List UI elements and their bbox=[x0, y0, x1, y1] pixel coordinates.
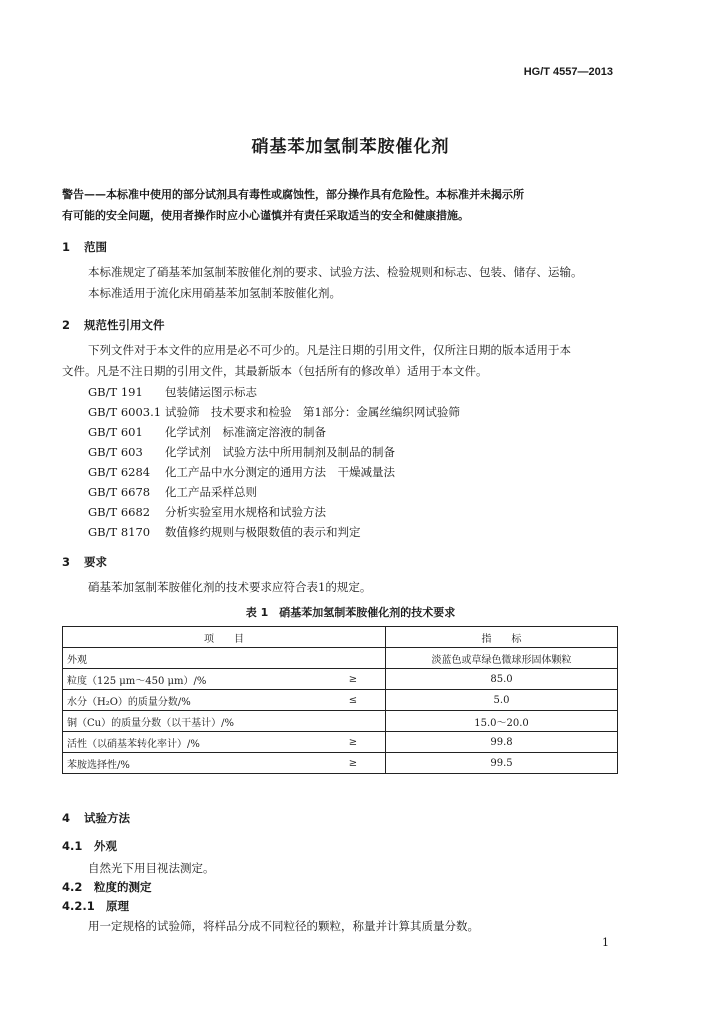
section-title: 规范性引用文件 bbox=[84, 318, 165, 332]
reference-title: 化学试剂 标准滴定溶液的制备 bbox=[165, 425, 326, 439]
row-item: 活性（以硝基苯转化率计）/% bbox=[63, 732, 322, 753]
section-number: 4 bbox=[62, 811, 71, 825]
reference-item bbox=[88, 484, 257, 500]
reference-code: GB/T 6678 bbox=[88, 485, 151, 499]
reference-title: 分析实验室用水规格和试验方法 bbox=[165, 505, 326, 519]
row-value: 15.0～20.0 bbox=[386, 711, 618, 732]
subsection-number: 4.2 bbox=[62, 880, 83, 894]
reference-item bbox=[88, 424, 326, 440]
subsection-number: 4.2.1 bbox=[62, 899, 95, 913]
row-value: 淡蓝色或草绿色微球形固体颗粒 bbox=[386, 648, 618, 669]
section-title: 范围 bbox=[84, 240, 107, 254]
reference-code: GB/T 191 bbox=[88, 385, 143, 399]
reference-code: GB/T 6003.1 bbox=[88, 405, 162, 419]
section-3-heading bbox=[62, 554, 107, 570]
normative-intro-line-2: 文件。凡是不注日期的引用文件，其最新版本（包括所有的修改单）适用于本文件。 bbox=[62, 364, 488, 378]
reference-item bbox=[88, 384, 257, 400]
subsection-4-1-heading bbox=[62, 838, 117, 854]
page-number: 1 bbox=[602, 936, 609, 949]
subsection-4-2-1-heading bbox=[62, 898, 129, 914]
section-title: 试验方法 bbox=[84, 811, 130, 825]
row-operator: ≥ bbox=[321, 732, 386, 753]
reference-item bbox=[88, 504, 326, 520]
row-operator: ≥ bbox=[321, 669, 386, 690]
warning-line-2: 有可能的安全问题，使用者操作时应小心谨慎并有责任采取适当的安全和健康措施。 bbox=[62, 209, 469, 222]
document-title: 硝基苯加氢制苯胺催化剂 bbox=[251, 137, 450, 157]
section-number: 2 bbox=[62, 318, 71, 332]
row-value: 85.0 bbox=[386, 669, 618, 690]
subsection-number: 4.1 bbox=[62, 839, 83, 853]
row-item: 水分（H₂O）的质量分数/% bbox=[63, 690, 322, 711]
row-item: 铜（Cu）的质量分数（以干基计）/% bbox=[63, 711, 322, 732]
row-item: 外观 bbox=[63, 648, 322, 669]
row-operator: ≥ bbox=[321, 753, 386, 774]
row-operator bbox=[321, 711, 386, 732]
subsection-4-2-heading bbox=[62, 879, 152, 895]
reference-item bbox=[88, 524, 361, 540]
reference-item bbox=[88, 404, 460, 420]
scope-paragraph-2: 本标准适用于流化床用硝基苯加氢制苯胺催化剂。 bbox=[88, 286, 341, 300]
reference-item bbox=[88, 444, 395, 460]
subsection-title: 原理 bbox=[106, 899, 129, 913]
table-row bbox=[63, 648, 618, 669]
spec-table bbox=[62, 626, 618, 774]
header-item: 项 目 bbox=[63, 627, 386, 648]
reference-title: 化工产品采样总则 bbox=[165, 485, 257, 499]
subsection-title: 粒度的测定 bbox=[94, 880, 152, 894]
section-number: 3 bbox=[62, 555, 71, 569]
row-operator: ≤ bbox=[321, 690, 386, 711]
table-row bbox=[63, 711, 618, 732]
section-4-heading bbox=[62, 810, 130, 826]
reference-code: GB/T 603 bbox=[88, 445, 143, 459]
section-title: 要求 bbox=[84, 555, 107, 569]
reference-title: 包装储运图示标志 bbox=[165, 385, 257, 399]
subsection-title: 外观 bbox=[94, 839, 117, 853]
reference-item bbox=[88, 464, 395, 480]
section-number: 1 bbox=[62, 240, 71, 254]
reference-code: GB/T 6682 bbox=[88, 505, 151, 519]
row-operator bbox=[321, 648, 386, 669]
normative-intro-line-1: 下列文件对于本文件的应用是必不可少的。凡是注日期的引用文件，仅所注日期的版本适用于本 bbox=[88, 343, 571, 357]
header-value: 指 标 bbox=[386, 627, 618, 648]
principle-text: 用一定规格的试验筛，将样品分成不同粒径的颗粒，称量并计算其质量分数。 bbox=[88, 919, 479, 933]
row-value: 99.8 bbox=[386, 732, 618, 753]
scope-paragraph-1: 本标准规定了硝基苯加氢制苯胺催化剂的要求、试验方法、检验规则和标志、包装、储存、运输。 bbox=[88, 265, 583, 279]
table-caption: 表 1 硝基苯加氢制苯胺催化剂的技术要求 bbox=[245, 606, 456, 619]
reference-code: GB/T 8170 bbox=[88, 525, 151, 539]
row-value: 99.5 bbox=[386, 753, 618, 774]
requirements-paragraph: 硝基苯加氢制苯胺催化剂的技术要求应符合表1的规定。 bbox=[88, 580, 372, 594]
table-row bbox=[63, 732, 618, 753]
reference-title: 试验筛 技术要求和检验 第1部分：金属丝编织网试验筛 bbox=[165, 405, 460, 419]
table-header-row bbox=[63, 627, 618, 648]
section-1-heading bbox=[62, 239, 107, 255]
row-value: 5.0 bbox=[386, 690, 618, 711]
reference-title: 化学试剂 试验方法中所用制剂及制品的制备 bbox=[165, 445, 395, 459]
table-row bbox=[63, 690, 618, 711]
reference-code: GB/T 601 bbox=[88, 425, 143, 439]
appearance-method-text: 自然光下用目视法测定。 bbox=[88, 861, 215, 875]
standard-number: HG/T 4557—2013 bbox=[523, 66, 613, 78]
section-2-heading bbox=[62, 317, 165, 333]
table-row bbox=[63, 753, 618, 774]
reference-title: 化工产品中水分测定的通用方法 干燥减量法 bbox=[165, 465, 395, 479]
row-item: 粒度（125 μm～450 μm）/% bbox=[63, 669, 322, 690]
row-item: 苯胺选择性/% bbox=[63, 753, 322, 774]
warning-line-1: 警告——本标准中使用的部分试剂具有毒性或腐蚀性，部分操作具有危险性。本标准并未揭示所 bbox=[62, 188, 524, 201]
reference-code: GB/T 6284 bbox=[88, 465, 151, 479]
table-row bbox=[63, 669, 618, 690]
reference-title: 数值修约规则与极限数值的表示和判定 bbox=[165, 525, 361, 539]
